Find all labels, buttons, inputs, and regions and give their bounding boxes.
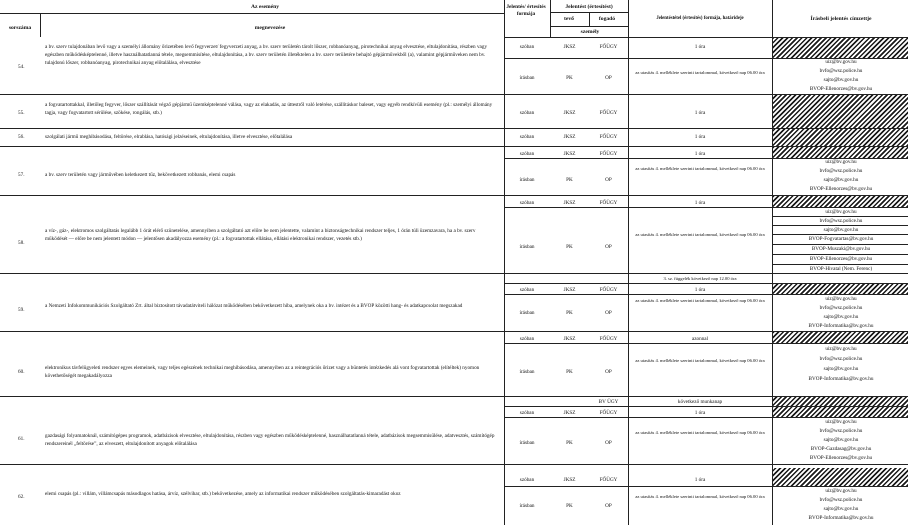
recipient-email[interactable]: uiz@bv.gov.hu xyxy=(825,59,857,65)
row-sender: JKSZ xyxy=(563,477,576,483)
row-deadline: 1 óra xyxy=(694,410,706,416)
row-receiver: OP xyxy=(605,75,612,81)
row-number: 59. xyxy=(18,307,25,313)
row-receiver: FŐÜGY xyxy=(599,44,618,50)
row-deadline: az utasítás 4. melléklete szerinti tartalommal, következő nap 06.00 óra xyxy=(635,358,765,363)
recipient-email[interactable]: uiz@bv.gov.hu xyxy=(825,346,857,352)
rule xyxy=(772,254,908,255)
row-number: 57. xyxy=(18,172,25,178)
recipient-email[interactable]: BVOP-Ellenorzes@bv.gov.hu xyxy=(809,256,873,262)
header-event-group: Az esemény xyxy=(250,4,280,10)
row-receiver: FŐÜGY xyxy=(599,151,618,157)
recipient-email[interactable]: BVOP-Informatika@bv.gov.hu xyxy=(808,515,874,521)
recipient-email[interactable]: sajto@bv.gov.hu xyxy=(823,77,859,83)
rule xyxy=(0,13,504,14)
header-report-form: Jelentés/ értesítés formája xyxy=(506,4,546,17)
recipient-email[interactable]: bvfo@wsz.police.hu xyxy=(819,497,863,503)
recipient-email[interactable]: BVOP-Ellenorzes@bv.gov.hu xyxy=(809,186,873,192)
row-deadline-note: 3. sz. függelék következő nap 12.00 óra xyxy=(663,276,737,281)
rule xyxy=(550,26,628,27)
row-deadline: 1 óra xyxy=(694,110,706,116)
row-sender: JKSZ xyxy=(563,287,576,293)
row-receiver: OP xyxy=(605,503,612,509)
recipient-email[interactable]: BVOP-Gazdasag@bv.gov.hu xyxy=(810,446,872,452)
row-deadline: azonnal xyxy=(691,336,709,342)
row-deadline: az utasítás 4. melléklete szerinti tartalommal, következő nap 06.00 óra xyxy=(635,232,765,237)
rule xyxy=(772,0,773,37)
recipient-email[interactable]: bvfo@wsz.police.hu xyxy=(819,68,863,74)
rule xyxy=(504,294,908,295)
rule xyxy=(504,486,908,487)
row-sender: PK xyxy=(566,310,573,316)
rule xyxy=(772,37,773,525)
header-receiver: fogadó xyxy=(598,16,616,22)
rule xyxy=(772,234,908,235)
header-sender: tevő xyxy=(564,16,574,22)
recipient-email[interactable]: uiz@bv.gov.hu xyxy=(825,419,857,425)
header-recipient: Írásbeli jelentés címzettje xyxy=(810,16,872,22)
rule xyxy=(772,225,908,226)
hatched-cell xyxy=(773,332,908,343)
row-form: írásban xyxy=(519,440,535,446)
hatched-cell xyxy=(773,95,908,128)
hatched-cell xyxy=(773,196,908,207)
row-form: szóban xyxy=(519,477,535,483)
row-form: írásban xyxy=(519,369,535,375)
row-receiver: OP xyxy=(605,369,612,375)
row-deadline: 1 óra xyxy=(694,134,706,140)
row-form: írásban xyxy=(519,177,535,183)
row-form: írásban xyxy=(519,310,535,316)
row-number: 55. xyxy=(18,110,25,116)
header-name: megnevezése xyxy=(254,25,286,31)
recipient-email[interactable]: bvfo@wsz.police.hu xyxy=(819,305,863,311)
recipient-email[interactable]: bvfo@wsz.police.hu xyxy=(819,218,863,224)
row-pre-deadline: következő munkanap xyxy=(677,399,723,405)
rule xyxy=(504,0,505,37)
row-form: szóban xyxy=(519,134,535,140)
row-description: a bv. szerv tulajdonában levő vagy a személyi állomány őrizetében levő fegyverzet/ fegyverzeti anyag, a bv. szerv területén tárolt lőszer, robbanóanyag, pirotechnikai anyag elvesztése, eltulajdonítása, részben vagy egészben működésképtelenné, illetve használhatatlanná tétele, megsemmisítése, eltulajdonítása, a bv. szerv területén illetéktelen a bv. szerv területére behajtó gépjárművekből (a), valamint gépjárműveken nem bv. tulajdonú lőszer, robbanóanyag, pirotechnikai anyag előtalálása, elvesztése xyxy=(45,44,488,66)
rule xyxy=(772,216,908,217)
rule xyxy=(40,13,41,37)
rule xyxy=(628,0,629,37)
row-form: írásban xyxy=(519,244,535,250)
row-form: szóban xyxy=(519,200,535,206)
recipient-email[interactable]: sajto@bv.gov.hu xyxy=(823,177,859,183)
hatched-cell xyxy=(773,147,908,158)
rule xyxy=(772,244,908,245)
row-sender: PK xyxy=(566,369,573,375)
row-number: 61. xyxy=(18,436,25,442)
recipient-email[interactable]: sajto@bv.gov.hu xyxy=(823,366,859,372)
rule xyxy=(504,406,908,407)
row-form: írásban xyxy=(519,75,535,81)
header-serial: sorszáma xyxy=(8,25,32,31)
hatched-cell xyxy=(773,468,908,486)
rule xyxy=(504,37,505,525)
row-sender: JKSZ xyxy=(563,134,576,140)
row-form: szóban xyxy=(519,287,535,293)
row-deadline: az utasítás 4. melléklete szerinti tartalommal, következő nap 06.00 óra xyxy=(635,166,765,171)
row-form: szóban xyxy=(519,44,535,50)
row-sender: JKSZ xyxy=(563,44,576,50)
recipient-email[interactable]: sajto@bv.gov.hu xyxy=(823,227,859,233)
row-sender: PK xyxy=(566,503,573,509)
hatched-cell xyxy=(773,283,908,294)
row-receiver: OP xyxy=(605,177,612,183)
rule xyxy=(550,0,551,37)
row-receiver: OP xyxy=(605,310,612,316)
hatched-cell xyxy=(773,397,908,406)
rule xyxy=(772,264,908,265)
row-form: írásban xyxy=(519,503,535,509)
header-report-group: Jelentést (értesítést) xyxy=(565,4,613,10)
row-sender: JKSZ xyxy=(563,336,576,342)
row-deadline: az utasítás 4. melléklete szerinti tartalommal, következő nap 06.00 óra xyxy=(635,494,765,499)
row-pre-receiver: BV ÜGY xyxy=(598,399,619,405)
recipient-email[interactable]: BVOP-Fogvatartas@bv.gov.hu xyxy=(808,236,874,242)
row-number: 60. xyxy=(18,369,25,375)
row-description: szolgálati jármű meghibásodása, feltörése, elrablása, hatósági jelzéseinek, eltulajdonítása, illetve elvesztése, előtalálása xyxy=(45,134,293,140)
row-description: elemi csapás (pl.: villám, villámcsapás másodlagos hatása, árvíz, szélvihar, stb.) bekövetkezése, amely az informatikai rendszer működésében szolgáltatás-kimaradást okoz xyxy=(45,491,401,497)
recipient-email[interactable]: BVOP-Ellenorzes@bv.gov.hu xyxy=(809,455,873,461)
row-receiver: FŐÜGY xyxy=(599,287,618,293)
recipient-email[interactable]: sajto@bv.gov.hu xyxy=(823,506,859,512)
row-receiver: FŐÜGY xyxy=(599,110,618,116)
rule xyxy=(589,12,590,26)
row-form: szóban xyxy=(519,110,535,116)
row-deadline: 1 óra xyxy=(694,151,706,157)
hatched-cell xyxy=(773,406,908,417)
row-sender: PK xyxy=(566,177,573,183)
recipient-email[interactable]: bvfo@wsz.police.hu xyxy=(819,356,863,362)
rule xyxy=(504,417,908,418)
row-receiver: OP xyxy=(605,440,612,446)
row-form: szóban xyxy=(519,410,535,416)
row-receiver: FŐÜGY xyxy=(599,200,618,206)
row-receiver: FŐÜGY xyxy=(599,477,618,483)
row-description: a fogvatartottakkal, illetőleg fegyver, lőszer szállítását végző gépjármű üzemképtelenné válása, vagy az elakadás, az úttestről való letérése, szállításkor baleset, vagy egyéb rendkívüli esemény (pl.: személyi állomány tagja, vagy fogvatartott sérülése, szökése, rongálás, stb.) xyxy=(45,102,493,116)
row-deadline: az utasítás 4. melléklete szerinti tartalommal, következő nap 06.00 óra xyxy=(635,70,765,75)
row-deadline: 1 óra xyxy=(694,44,706,50)
row-form: szóban xyxy=(519,336,535,342)
recipient-email[interactable]: uiz@bv.gov.hu xyxy=(825,209,857,215)
row-form: szóban xyxy=(519,151,535,157)
row-description: a Nemzeti Infokommunikációs Szolgáltató Zrt. által biztosított távadatátviteli hálózat működésében bekövetkezett hiba, amelynek oka a bv. intézet és a BVOP közötti hang- és adatkapcsolat megszakad xyxy=(45,303,463,309)
row-sender: JKSZ xyxy=(563,110,576,116)
row-deadline: 1 óra xyxy=(694,477,706,483)
row-number: 56. xyxy=(18,134,25,140)
row-deadline: 1 óra xyxy=(694,200,706,206)
recipient-email[interactable]: BVOP-Muszaki@bv.gov.hu xyxy=(811,246,871,252)
row-description: elektronikus távfelügyeleti rendszer egyes elemeinek, vagy teljes egészének technikai meghibásodása, amennyiben az a reintegrációs őrizet vagy a büntetés intézkedés alá vont fogvatartottak (elítéltek) nyomon követhetőségét megakadályozza xyxy=(45,365,480,379)
header-deadline: Jelentéstétel (értesítés) formája, határideje xyxy=(656,16,744,21)
recipient-email[interactable]: BVOP-Ellenorzes@bv.gov.hu xyxy=(809,86,873,92)
recipient-email[interactable]: uiz@bv.gov.hu xyxy=(825,159,857,165)
row-number: 62. xyxy=(18,494,25,500)
rule xyxy=(504,58,908,59)
rule xyxy=(504,343,908,344)
hatched-cell xyxy=(773,129,908,146)
rule xyxy=(504,207,908,208)
recipient-email[interactable]: sajto@bv.gov.hu xyxy=(823,314,859,320)
row-number: 58. xyxy=(18,240,25,246)
row-description: a bv. szerv területén vagy járművében keletkezett tűz, bekövetkezett robbanás, elemi csapás xyxy=(45,172,236,178)
row-sender: PK xyxy=(566,75,573,81)
row-receiver: FŐÜGY xyxy=(599,336,618,342)
recipient-email[interactable]: BVOP-Hivatal (Nem. Ferenc) xyxy=(809,266,873,272)
recipient-email[interactable]: bvfo@wsz.police.hu xyxy=(819,428,863,434)
row-deadline: az utasítás 4. melléklete szerinti tartalommal, következő nap 06.00 óra xyxy=(635,298,765,303)
recipient-email[interactable]: sajto@bv.gov.hu xyxy=(823,437,859,443)
hatched-cell xyxy=(773,38,908,58)
row-description: gazdasági folyamatoknál, számítógépes programok, adatbázisok elvesztése, eltulajdonítása, részben vagy egészben működésképtelenné, használhatatlanná tétele, adatbázisok megsemmisülése, adatvesztés, számítógép rendszereinél „feltörése”, az elveszett, eltulajdonított anyagok előtalálása xyxy=(45,433,495,447)
row-receiver: FŐÜGY xyxy=(599,410,618,416)
row-deadline: az utasítás 4. melléklete szerinti tartalommal, következő nap 06.00 óra xyxy=(635,430,765,435)
header-subheader: személy xyxy=(580,29,600,35)
recipient-email[interactable]: BVOP-Informatika@bv.gov.hu xyxy=(808,376,874,382)
rule xyxy=(504,158,908,159)
row-sender: JKSZ xyxy=(563,200,576,206)
row-sender: JKSZ xyxy=(563,410,576,416)
row-sender: PK xyxy=(566,244,573,250)
row-number: 54. xyxy=(18,64,25,70)
recipient-email[interactable]: BVOP-Informatika@bv.gov.hu xyxy=(808,323,874,329)
recipient-email[interactable]: uiz@bv.gov.hu xyxy=(825,296,857,302)
recipient-email[interactable]: bvfo@wsz.police.hu xyxy=(819,168,863,174)
row-description: a víz-, gáz-, elektromos szolgáltatás legalább 1 órát elérő szünetelése, amennyiben a szolgáltató azt előre be nem jelentette, valamint a biztonságtechnikai rendszer teljes, 1 órán túli üzemzavara, ha a bv. szerv működését — előre be nem jelentett módon — jelentősen akadályozza esemény (pl.: a fogvatartottak ellátása, ellátási elektronikai rendszer, vezetés stb.) xyxy=(45,228,476,242)
row-sender: JKSZ xyxy=(563,151,576,157)
row-sender: PK xyxy=(566,440,573,446)
recipient-email[interactable]: uiz@bv.gov.hu xyxy=(825,488,857,494)
row-receiver: OP xyxy=(605,244,612,250)
rule xyxy=(504,283,908,284)
row-deadline: 1 óra xyxy=(694,287,706,293)
row-receiver: FŐÜGY xyxy=(599,134,618,140)
rule xyxy=(628,37,629,525)
